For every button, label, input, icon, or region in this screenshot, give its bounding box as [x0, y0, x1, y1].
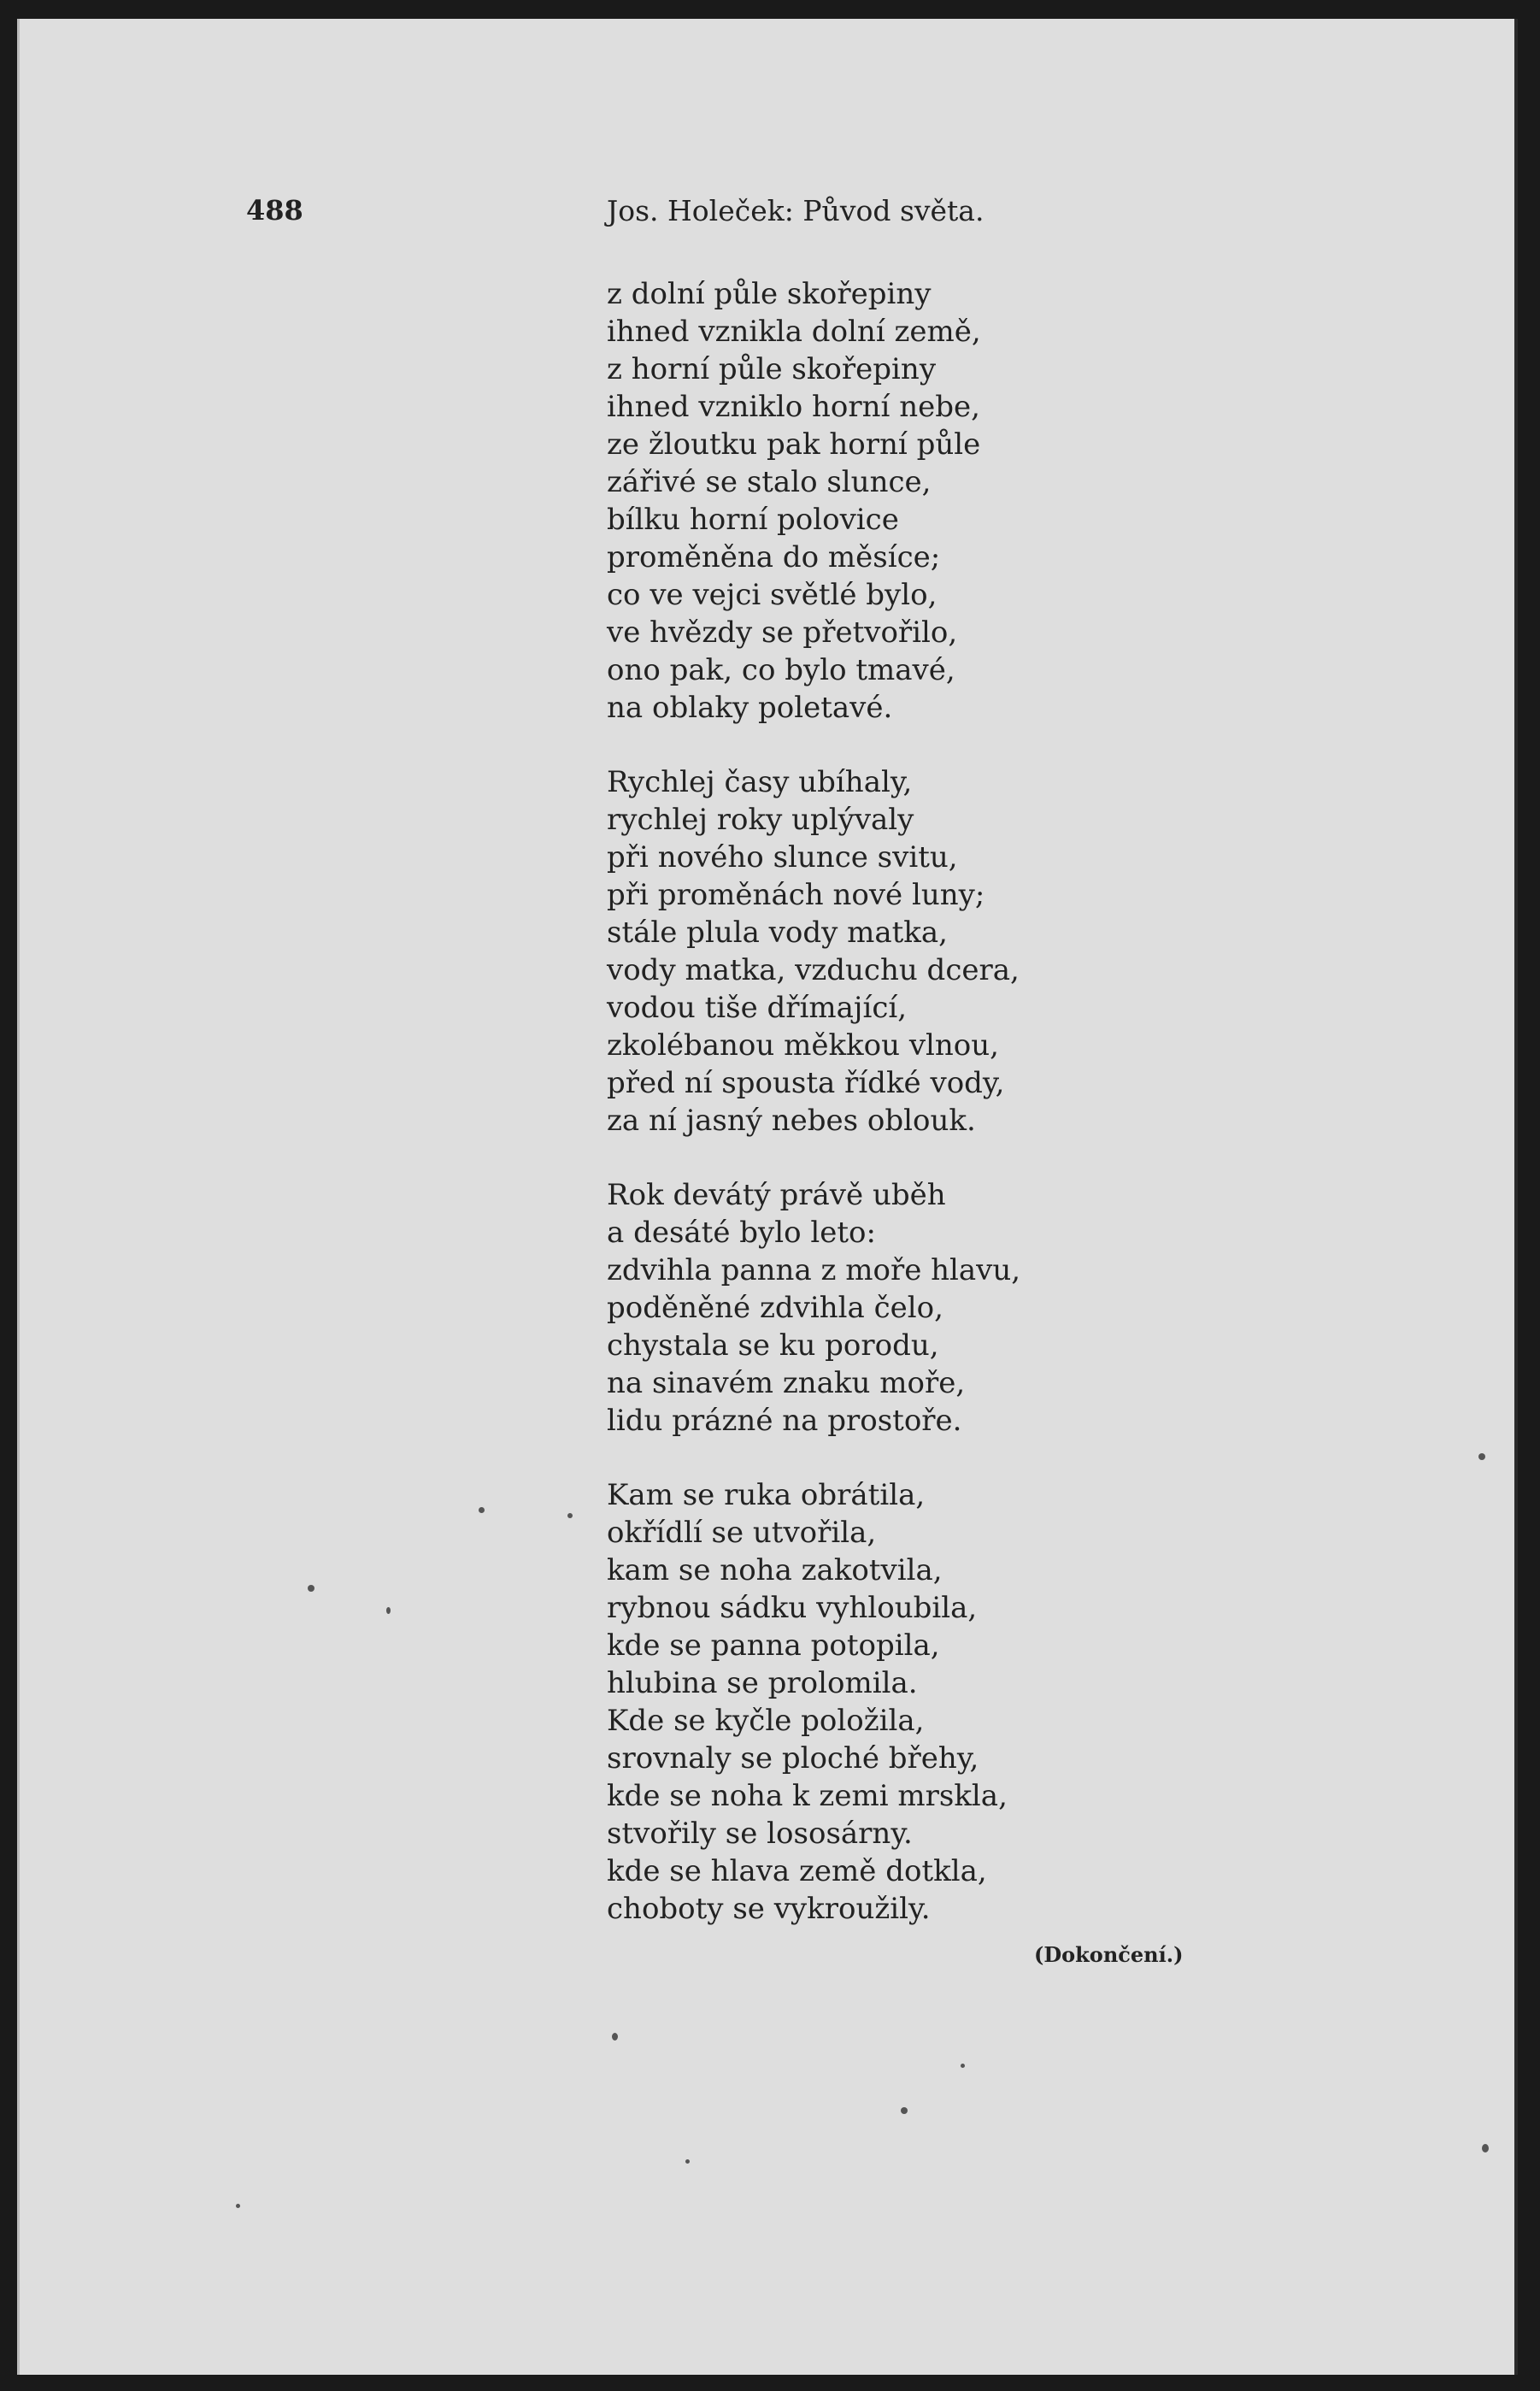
poem-line: ze žloutku pak horní půle: [607, 427, 981, 462]
poem-line: ihned vznikla dolní země,: [607, 315, 981, 349]
poem-line: z dolní půle skořepiny: [607, 277, 932, 311]
scan-speck: [308, 1585, 314, 1592]
poem-line: kde se noha k zemi mrskla,: [607, 1779, 1008, 1813]
scan-speck: [901, 2107, 908, 2114]
poem-line: před ní spousta řídké vody,: [607, 1066, 1005, 1100]
poem-line: za ní jasný nebes oblouk.: [607, 1104, 976, 1138]
poem-line: Kam se ruka obrátila,: [607, 1478, 926, 1512]
poem-line: kde se hlava země dotkla,: [607, 1854, 987, 1888]
poem-line: Rok devátý právě uběh: [607, 1178, 946, 1212]
poem-line: choboty se vykroužily.: [607, 1892, 931, 1926]
poem-line: kam se noha zakotvila,: [607, 1553, 943, 1587]
stanza-2: [607, 763, 1205, 1140]
poem-line: stále plula vody matka,: [607, 916, 948, 950]
poem-line: při proměnách nové luny;: [607, 878, 985, 912]
scan-speck: [236, 2204, 240, 2208]
poem-line: vody matka, vzduchu dcera,: [607, 953, 1020, 987]
poem-line: chystala se ku porodu,: [607, 1328, 939, 1363]
poem-line: na oblaky poletavé.: [607, 691, 893, 725]
poem-text: [607, 275, 1205, 1964]
poem-line: ve hvězdy se přetvořilo,: [607, 615, 958, 650]
page-header: [17, 194, 1514, 237]
poem-line: proměněna do měsíce;: [607, 540, 941, 574]
page-number: 488: [246, 194, 303, 227]
page-edge: [17, 19, 20, 2375]
poem-line: ono pak, co bylo tmavé,: [607, 653, 955, 687]
poem-line: na sinavém znaku moře,: [607, 1366, 966, 1400]
poem-line: stvořily se lososárny.: [607, 1817, 913, 1851]
poem-line: vodou tiše dřímající,: [607, 991, 908, 1025]
scan-speck: [386, 1607, 391, 1614]
poem-line: co ve vejci světlé bylo,: [607, 578, 938, 612]
scan-speck: [685, 2159, 690, 2164]
scan-speck: [479, 1507, 485, 1513]
stanza-3: [607, 1176, 1205, 1440]
scan-speck: [1482, 2144, 1489, 2152]
poem-line: a desáté bylo leto:: [607, 1216, 876, 1250]
stanza-4: [607, 1476, 1205, 1928]
poem-line: Kde se kyčle položila,: [607, 1704, 925, 1738]
poem-line: ihned vzniklo horní nebe,: [607, 390, 980, 424]
poem-line: srovnaly se ploché břehy,: [607, 1741, 979, 1776]
poem-line: lidu prázné na prostoře.: [607, 1404, 962, 1438]
stanza-1: [607, 275, 1205, 727]
poem-line: hlubina se prolomila.: [607, 1666, 918, 1700]
poem-line: rybnou sádku vyhloubila,: [607, 1591, 978, 1625]
scan-speck: [1478, 1453, 1485, 1460]
poem-line: rychlej roky uplývaly: [607, 803, 914, 837]
poem-line: okřídlí se utvořila,: [607, 1516, 877, 1550]
scan-speck: [961, 2064, 965, 2068]
poem-line: z horní půle skořepiny: [607, 352, 937, 386]
poem-line: zářivé se stalo slunce,: [607, 465, 932, 499]
poem-line: zdvihla panna z moře hlavu,: [607, 1253, 1021, 1287]
book-page: [17, 19, 1518, 2375]
running-title: Jos. Holeček: Původ světa.: [607, 194, 985, 227]
poem-line: kde se panna potopila,: [607, 1628, 940, 1663]
scan-speck: [612, 2033, 618, 2041]
poem-line: Rychlej časy ubíhaly,: [607, 765, 913, 799]
scan-speck: [567, 1513, 573, 1518]
poem-line: při nového slunce svitu,: [607, 840, 958, 875]
poem-line: bílku horní polovice: [607, 503, 899, 537]
poem-line: poděněné zdvihla čelo,: [607, 1291, 943, 1325]
end-note: (Dokončení.): [1034, 1942, 1184, 1967]
poem-line: zkolébanou měkkou vlnou,: [607, 1028, 999, 1063]
